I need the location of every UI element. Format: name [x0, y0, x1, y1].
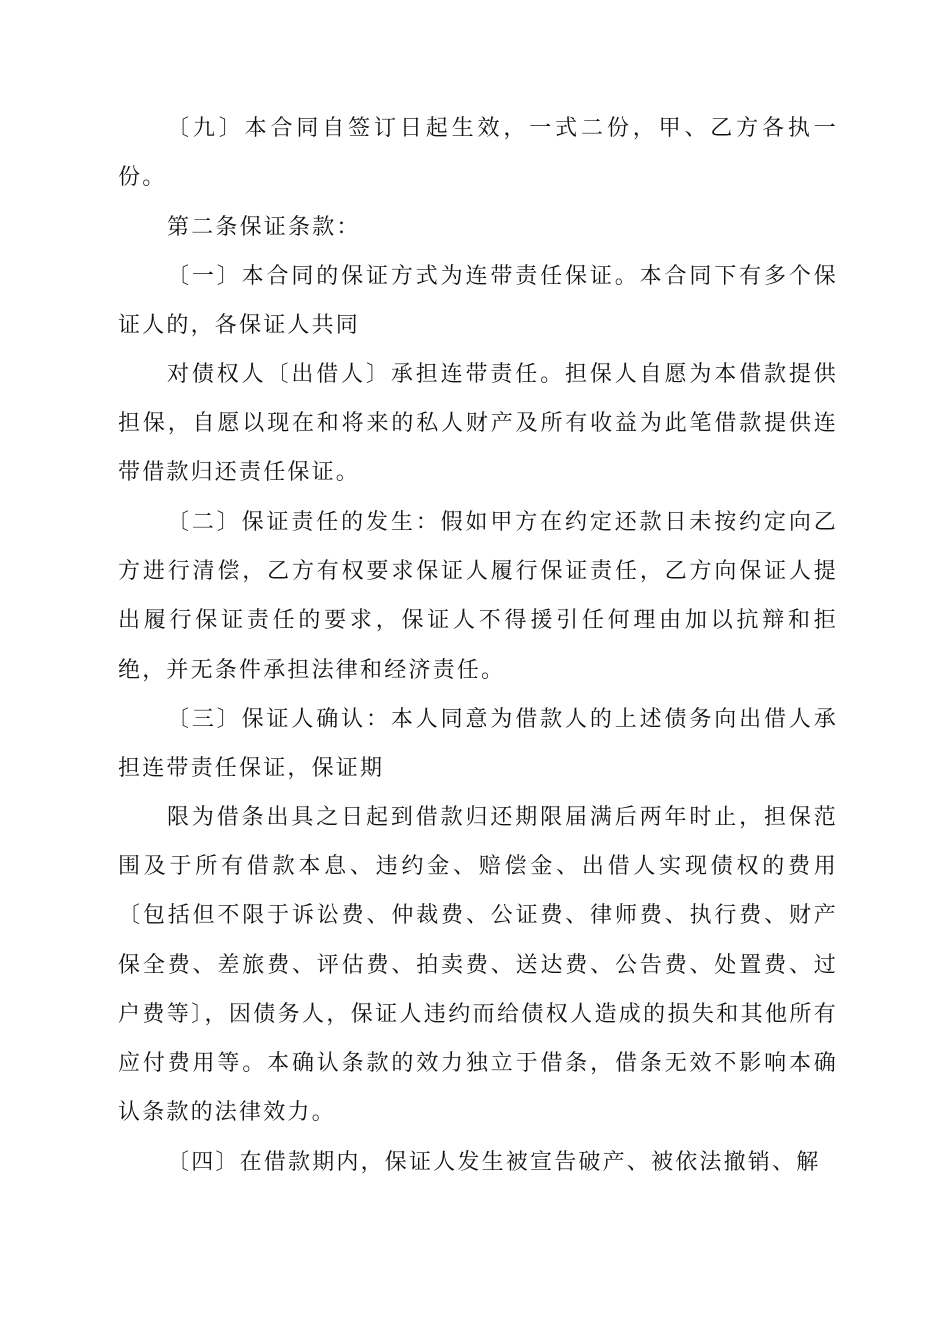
- guarantee-clause-1: 〔一〕本合同的保证方式为连带责任保证。本合同下有多个保证人的，各保证人共同: [118, 264, 838, 339]
- clause-9-effective-date: 〔九〕本合同自签订日起生效，一式二份，甲、乙方各执一份。: [118, 116, 838, 191]
- guarantee-clause-4: 〔四〕在借款期内，保证人发生被宣告破产、被依法撤销、解: [167, 1150, 821, 1175]
- guarantee-clause-3-continued: 限为借条出具之日起到借款归还期限届满后两年时止，担保范围及于所有借款本息、违约金、赔偿金、出借人实现债权的费用〔包括但不限于诉讼费、仲裁费、公证费、律师费、执行费、财产保全费、差旅费、评估费、拍卖费、送达费、公告费、处置费、过户费等〕，因债务人，保证人违约而给债权人造成的损失和其他所有应付费用等。本确认条款的效力独立于借条，借条无效不影响本确认条款的法律效力。: [118, 805, 838, 1126]
- guarantee-clause-3: 〔三〕保证人确认：本人同意为借款人的上述债务向出借人承担连带责任保证，保证期: [118, 707, 838, 782]
- article-2-heading: 第二条保证条款：: [167, 215, 361, 240]
- guarantee-clause-2: 〔二〕保证责任的发生：假如甲方在约定还款日未按约定向乙方进行清偿，乙方有权要求保证人履行保证责任，乙方向保证人提出履行保证责任的要求，保证人不得援引任何理由加以抗辩和拒绝，并无条件承担法律和经济责任。: [118, 510, 838, 683]
- guarantee-clause-1-continued: 对债权人〔出借人〕承担连带责任。担保人自愿为本借款提供担保，自愿以现在和将来的私人财产及所有收益为此笔借款提供连带借款归还责任保证。: [118, 362, 838, 486]
